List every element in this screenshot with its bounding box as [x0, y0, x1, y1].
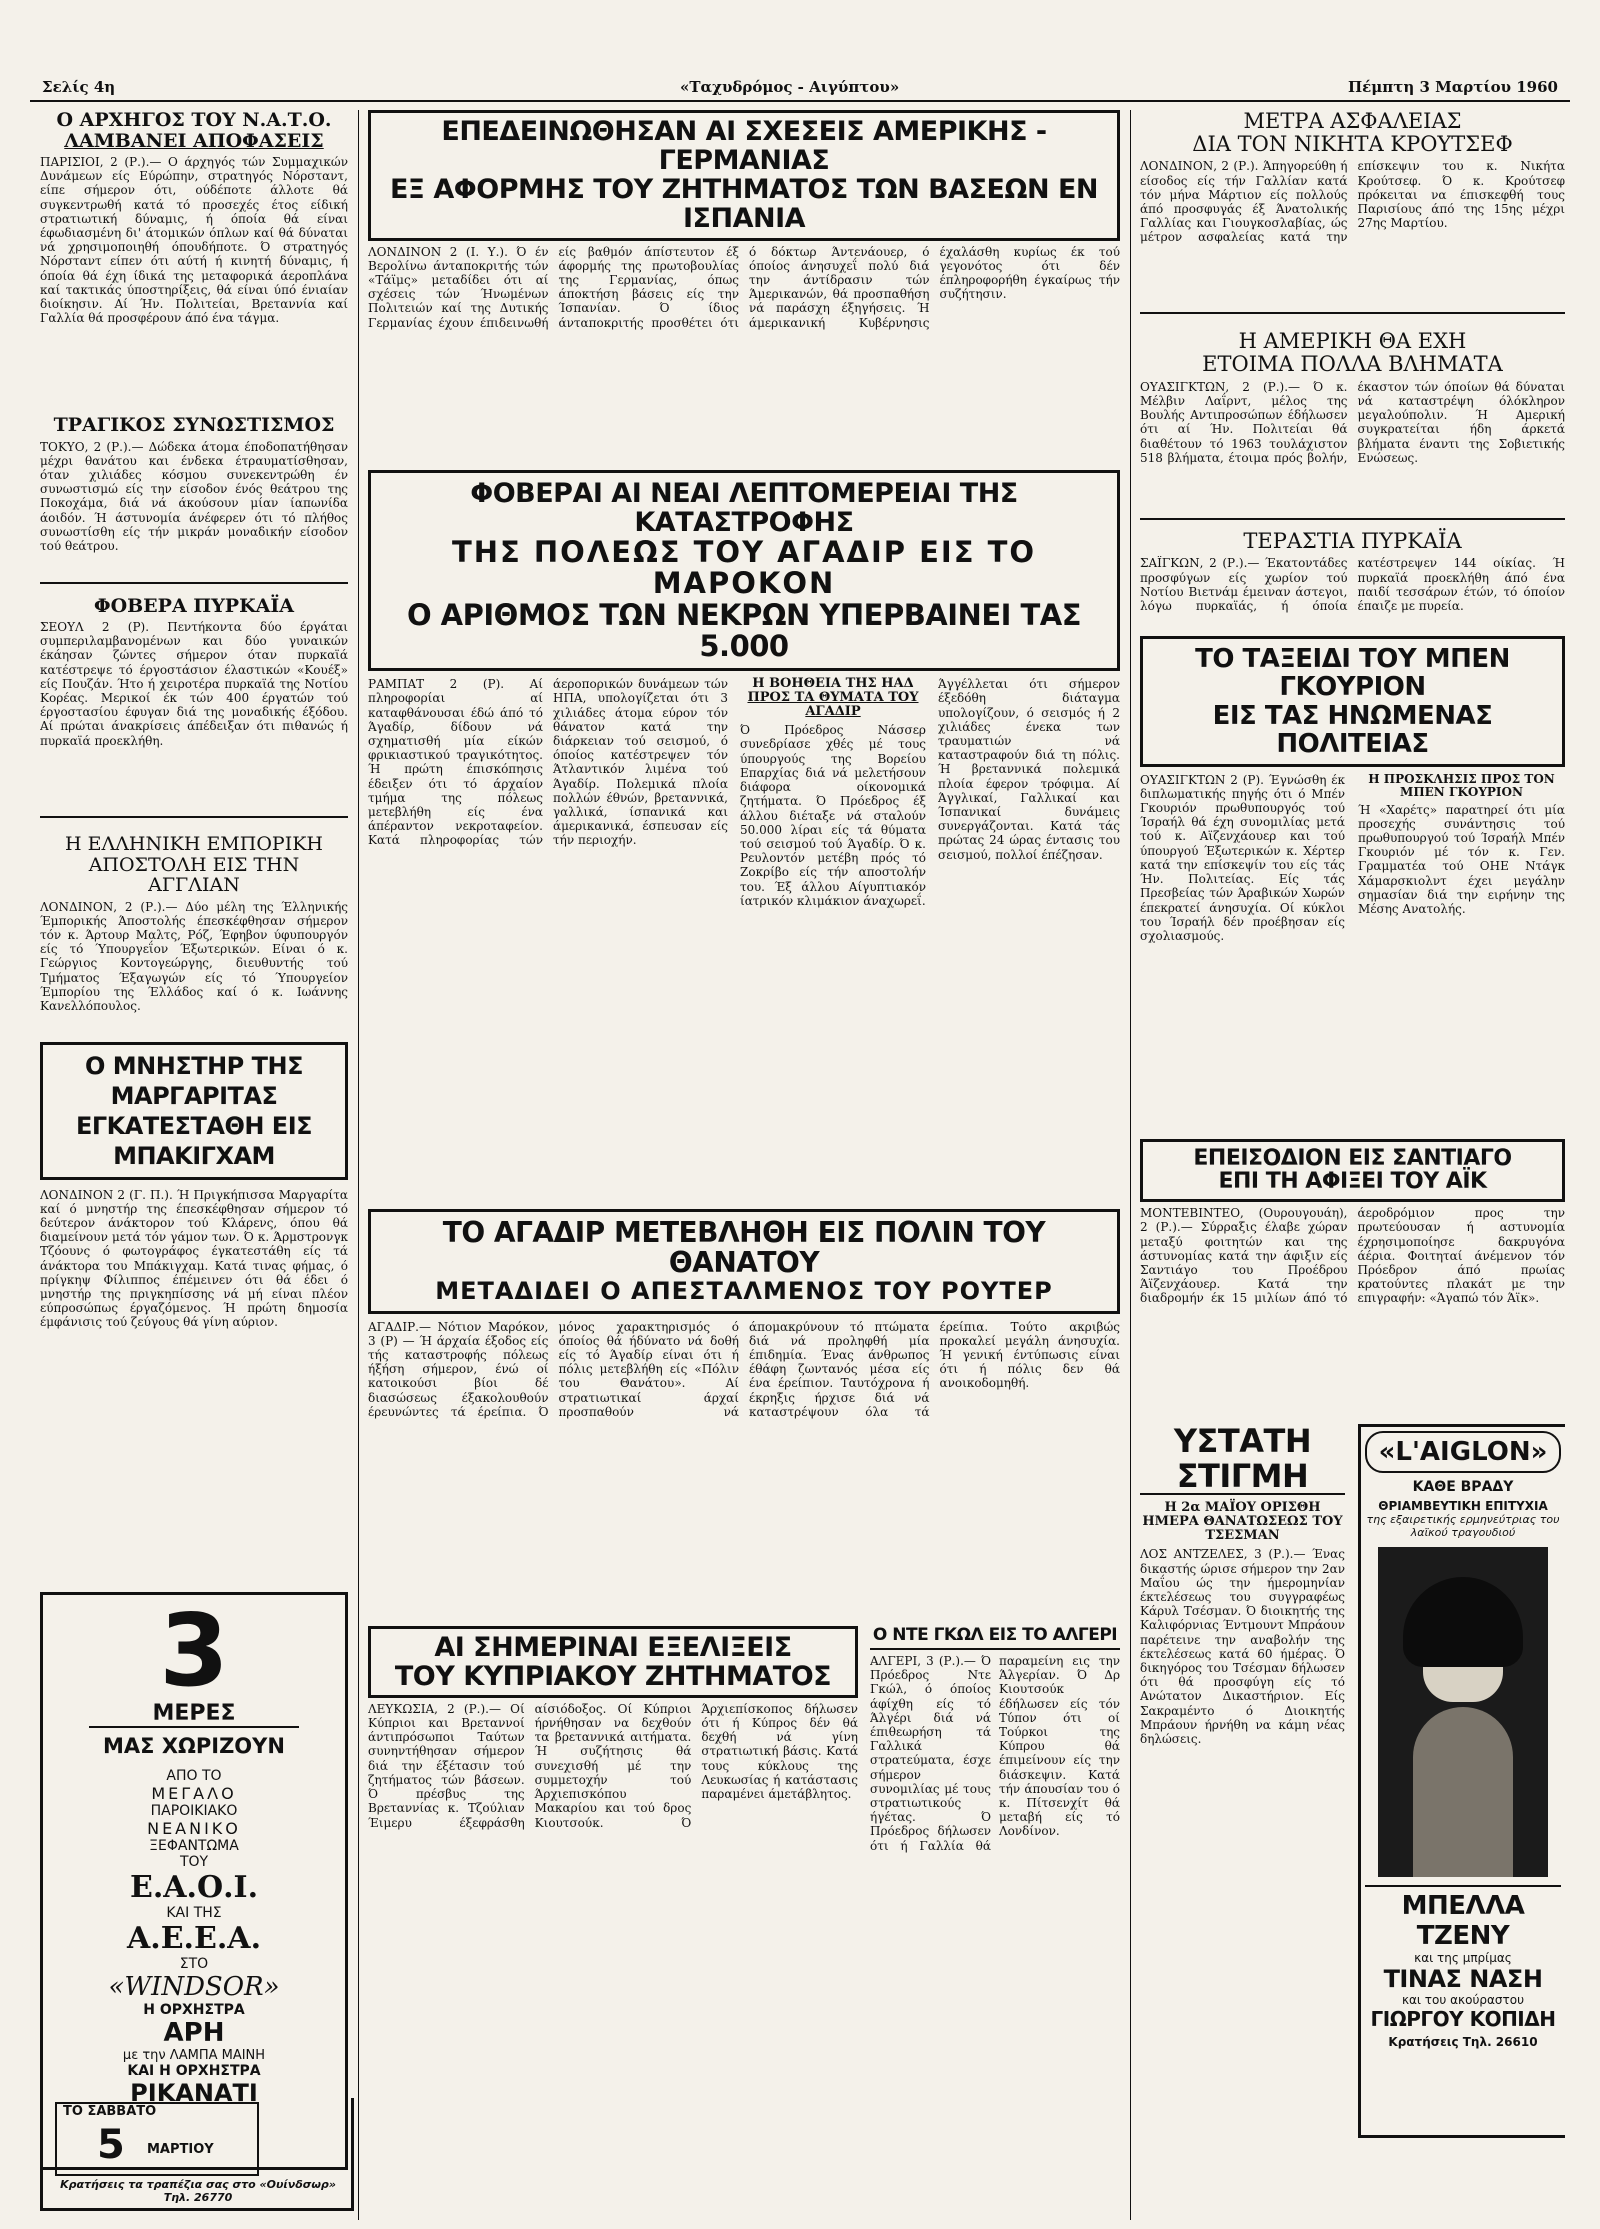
agadir-headline-box: [368, 470, 1120, 672]
aid-article: Ό Πρόεδρος Νάσσερ συνεδρίασε χθές μέ τους ύπουργούς της Βορείου Επαρχίας διά νά μελετήσουν διάφορα οίκονομικά ζητήματα. Ό Πρόεδρος έξ άλλου διέταξε νά σταλούν 50.000 λίραι είς τά θύματα τού σεισμού τού Άγαδίρ. Ό κ. Ρευλοντόν μετέβη πρός τό Ζοκρίβο είς τήν αποστολήν του. Έξ άλλου Αίγυπτιακόν ίατρικόν κλιμάκιον άναχωρεΐ.: [740, 723, 926, 908]
missiles-headline: Η ΑΜΕΡΙΚΗ ΘΑ ΕΧΗ: [1238, 329, 1467, 354]
santiago-article: ΜΟΝΤΕΒΙΝΤΕΟ, (Ουρουγουάη), 2 (Ρ.).— Σύρραξις έλαβε χώραν μεταξύ φοιτητών και της άστυνομίας κατά την άφιξιν είς Σαντιάγο του Προέδρου Άϊζενχάουερ. Κατά την διαδρομήν έκ 15 μιλίων άπό τό άεροδρόμιον προς την πρωτεύουσαν ή αστυνομία έχρησιμοποίησε δακρυγόνα άέρια. Φοιτηταί άνέμενον τόν Πρόεδρον άπό πρωίας κρατούντες πλακάτ με την επιγραφήν: «Άγαπώ τόν Άϊκ».: [1140, 1206, 1565, 1306]
cyprus-headline: ΑΙ ΣΗΜΕΡΙΝΑΙ ΕΞΕΛΙΞΕΙΣ: [434, 1631, 792, 1663]
bengurion-invitation-headline: Η ΠΡΟΣΚΛΗΣΙΣ ΠΡΟΣ ΤΟΝ ΜΠΕΝ ΓΚΟΥΡΙΟΝ: [1368, 771, 1555, 799]
margaret-headline: Ο ΜΝΗΣΤΗΡ ΤΗΣ ΜΑΡΓΑΡΙΤΑΣ ΕΓΚΑΤΕΣΤΑΘΗ ΕΙΣ ΜΠΑΚΙΓΧΑΜ: [75, 1051, 313, 1170]
bengurion-invitation-article: Ή «Χαρέτς» παρατηρεί ότι μία προσεχής συνάντησις τού πρωθυπουργού τού Ίσραήλ Μπέν Γκουριόν μέ τόν κ. Γεν. Γραμματέα τού ΟΗΕ Ντάγκ Χάμαρσκιολντ έχει μεγάλην σημασίαν διά την ειρήνην της Μέσης Ανατολής.: [1358, 802, 1565, 916]
algeria-article: ΑΛΓΕΡΙ, 3 (Ρ.).— Ό Πρόεδρος Ντε Γκώλ, ό όποίος άφίχθη είς τό Άλγέρι διά νά έπιθεωρήση τά Γαλλικά στρατεύματα, έσχε σήμερον συνομιλίας μέ τους στρατιωτικούς ήγέτας. Ό Πρόεδρος δήλωσεν ότι ή Γαλλία θά παραμείνη εις την Άλγερίαν. Ό Δρ Κιουτσούκ έδήλωσεν είς τόν Τύπον ότι οί Τούρκοι της Κύπρου θά έπιμείνουν είς την διάσκεψιν. Κατά τήν άπουσίαν του ό κ. Πίτσενχίτ θά μεταβή είς τό Λονδίνον.: [870, 1653, 1120, 1853]
laiglon-line: και της μπρίμας: [1414, 1951, 1512, 1966]
laiglon-star2: ΤΙΝΑΣ ΝΑΣΗ: [1383, 1965, 1543, 1994]
center-column: [368, 110, 1120, 2220]
ad-line: ΞΕΦΑΝΤΩΜΑ: [149, 1837, 239, 1854]
nato-subheadline: ΛΑΜΒΑΝΕΙ ΑΠΟΦΑΣΕΙΣ: [64, 129, 324, 152]
aid-subheadline: ΠΡΟΣ ΤΑ ΘΥΜΑΤΑ ΤΟΥ ΑΓΑΔΙΡ: [747, 690, 919, 720]
windsor-date-box: [40, 2098, 354, 2211]
laiglon-desc: της εξαιρετικής ερμηνεύτριας του λαϊκού τραγουδιού: [1366, 1513, 1560, 1540]
agadir-deaths-headline: Ο ΑΡΙΘΜΟΣ ΤΩΝ ΝΕΚΡΩΝ ΥΠΕΡΒΑΙΝΕΙ ΤΑΣ 5.000: [406, 597, 1082, 663]
khrushchev-headline: ΜΕΤΡΑ ΑΣΦΑΛΕΙΑΣ: [1243, 110, 1462, 133]
page-number: Σελίς 4η: [42, 78, 116, 96]
santiago-headline: ΕΠΕΙΣΟΔΙΟΝ ΕΙΣ ΣΑΝΤΙΑΓΟ: [1193, 1145, 1512, 1171]
ad-line: Η ΟΡΧΗΣΤΡΑ: [143, 2001, 245, 2018]
bengurion-headline-box: [1140, 636, 1565, 766]
death-city-article: ΑΓΑΔΙΡ.— Νότιον Μαρόκον, 3 (Ρ) — Ή άρχαία έξοδος είς τής καταστροφής πόλεως ήξήση σήμερον, ένώ οί κατοικούσι βίοι δέ διασώσεως έξακολουθούν έρευνώντες τά έρείπια. Ό μόνος χαρακτηρισμός ό όποίος θά ήδύνατο νά δοθή είς τό Άγαδίρ είναι ότι ή πόλις μετεβλήθη είς «Πόλιν του Θανάτου». Αί στρατιωτικαί άρχαί προσπαθούν νά άπομακρύνουν τό πτώματα διά νά προληφθή μία έπιδημία. Ένας άνθρωπος έθάφη ζωντανός μέσα είς ένα έρείπιον. Ταυτόχρονα ή έκρηξις ήρχισε διά νά καταστρέψουν όλα τά έρείπια. Τούτο ακριβώς προκαλεί μεγάλη άνησυχία. Ή γενική έντύπωσις είναι ότι ή πόλις δεν θά ανοικοδομηθή.: [368, 1319, 1120, 1419]
tragic-headline: ΤΡΑΓΙΚΟΣ ΣΥΝΩΣΤΙΣΜΟΣ: [53, 414, 335, 437]
death-city-headline-box: [368, 1209, 1120, 1313]
laiglon-advertisement: [1358, 1424, 1565, 2138]
last-minute-headline: ΥΣΤΑΤΗ ΣΤΙΓΜΗ: [1140, 1424, 1345, 1495]
laiglon-triumph: ΘΡΙΑΜΒΕΥΤΙΚΗ ΕΠΙΤΥΧΙΑ: [1378, 1499, 1548, 1514]
left-column: [40, 110, 348, 2220]
column-divider: [358, 110, 359, 2220]
laiglon-title: «L'AIGLON»: [1365, 1431, 1561, 1473]
ad-line: ΚΑΙ ΤΗΣ: [166, 1904, 222, 1921]
ad-line: ΣΤΟ: [179, 1955, 209, 1972]
singer-photo: [1378, 1547, 1548, 1877]
germany-subheadline: ΕΞ ΑΦΟΡΜΗΣ ΤΟΥ ΖΗΤΗΜΑΤΟΣ ΤΩΝ ΒΑΣΕΩΝ ΕΝ ΙΣΠΑΝΙΑ: [389, 174, 1098, 235]
laiglon-star3: ΓΙΩΡΓΟΥ ΚΟΠΙΔΗ: [1370, 2007, 1556, 2032]
saigon-fire-headline: ΤΕΡΑΣΤΙΑ ΠΥΡΚΑΪΑ: [1243, 528, 1462, 553]
newspaper-name: «Ταχυδρόμος - Αιγύπτου»: [680, 78, 900, 96]
column-divider: [1130, 110, 1131, 2220]
ad-number: 3: [159, 1591, 229, 1709]
santiago-headline-box: [1140, 1139, 1565, 1203]
bengurion-article: ΟΥΑΣΙΓΚΤΩΝ 2 (Ρ). Έγνώσθη έκ διπλωματικής πηγής ότι ό Μπέν Γκουριόν πρωθυπουργός τού Ίσραήλ θά έχη συνομιλίας μετά τού κ. Αϊζενχάουερ και τού ύπουργού Έξωτερικών κ. Χέρτερ κατά την επίσκεψίν του είς τάς Ήν. Πολιτείας. Είς τάς Πρεσβείας τών Άραβικών Χωρών έπεκρατεί άνησυχία. Οί κύκλοι του Ίσραήλ δέν προέβησαν είς σχολιασμούς.: [1140, 772, 1345, 943]
ad-line: ΤΟΥ: [179, 1853, 209, 1870]
ad-reservations: Κρατήσεις τα τραπέζια σας στο «Ουίνδσωρ» Τηλ. 26770: [60, 2178, 336, 2204]
right-column: [1140, 110, 1565, 2220]
santiago-subheadline: ΕΠΙ ΤΗ ΑΦΙΞΕΙ ΤΟΥ ΑΪΚ: [1218, 1169, 1487, 1195]
agadir-article-cont: Άγγέλλεται ότι σήμερον έξεδόθη διάταγμα υπολογίζουν, ό σεισμός ή 2 χιλιάδες ένεκα των τραυματιών νά καταστραφούν διά τη πόλις. Ή βρεταννικά πολεμικά πλοία έφερον τρόφιμα. Αί Άγγλικαί, Γαλλικαί και Ίσπανικαί δυνάμεις συνεργάζονται. Κατά τάς πρώτας 24 ώρας έντασις του σεισμού, πολλοί έπέζησαν.: [938, 677, 1120, 862]
ad-line: ΜΕΓΑΛΟ: [151, 1783, 237, 1803]
tragic-article: ΤΟΚΥΟ, 2 (Ρ.).— Δώδεκα άτομα έποδοπατήθησαν μέχρι θανάτου και ένδεκα έτραυματίσθησαν, όταν χιλιάδες κόσμου συνεκεντρώθη έν συνωστισμώ είς την είσοδον ένός θεάτρου της Ποκοχάμα, διά νά άκούσουν μίαν ίαπωνίδα άοιδόν. Ή άστυνομία άνέφερεν ότι τό πλήθος συνωστίσθη είς τήν μικράν μοναδικήν είσοδον τού θεάτρου.: [40, 439, 348, 553]
chessman-article: ΛΟΣ ΑΝΤΖΕΛΕΣ, 3 (Ρ.).— Ένας δικαστής ώρισε σήμερον την 2αν Μαΐου ώς την ήμερομηνίαν έκτελέσεως του συγγραφέως Κάρυλ Τσέσμαν. Ό διοικητής της Καλιφόρνιας Έντμουντ Μπράουν παρέτεινε την αναβολήν της έκτελέσεως κατά 60 ήμέρας. Ό δικηγόρος του Τσέσμαν δήλωσεν ότι θά προσφύγη είς τό Ανώτατον Δικαστήριον. Είς Σακραμέντο ό Διοικητής Μπράουν ήρνήθη να κάμη νέας δηλώσεις.: [1140, 1547, 1345, 1746]
chessman-headline: Η 2α ΜΑΪΟΥ ΟΡΙΣΘΗ ΗΜΕΡΑ ΘΑΝΑΤΩΣΕΩΣ ΤΟΥ ΤΣΕΣΜΑΝ: [1142, 1500, 1343, 1544]
germany-headline-box: [368, 110, 1120, 241]
fire-headline: ΦΟΒΕΡΑ ΠΥΡΚΑΪΑ: [94, 594, 294, 617]
missiles-subheadline: ΕΤΟΙΜΑ ΠΟΛΛΑ ΒΛΗΜΑΤΑ: [1202, 352, 1503, 377]
ad-band: ΡΙΚΑΝΑΤΙ: [130, 2078, 258, 2107]
ad-line: με την ΛΑΜΠΑ ΜΑΙΝΗ: [122, 2047, 266, 2063]
ad-day: 5: [97, 2122, 125, 2168]
bengurion-headline: ΤΟ ΤΑΞΕΙΔΙ ΤΟΥ ΜΠΕΝ ΓΚΟΥΡΙΟΝ: [1195, 644, 1510, 703]
ad-line: ΚΑΙ Η ΟΡΧΗΣΤΡΑ: [127, 2062, 261, 2079]
greek-mission-headline: Η ΕΛΛΗΝΙΚΗ ΕΜΠΟΡΙΚΗ ΑΠΟΣΤΟΛΗ ΕΙΣ ΤΗΝ ΑΓΓΛΙΑΝ: [65, 833, 323, 897]
greek-mission-article: ΛΟΝΔΙΝΟΝ, 2 (Ρ.).— Δύο μέλη της Έλληνικής Έμπορικής Άποστολής έπεσκέφθησαν σήμερον τόν κ. Άρτουρ Μαλτς, Ρόζ, Έφηβον ύφυπουργόν είς τό Ύπουργεΐον Έξωτερικών. Είναι ό κ. Γεώργιος Κοντογεώργης, διευθυντής τού Τμήματος Έξαγωγών είς τό Ύπουργείον Έμπορίου της Έλλάδος καί ό κ. Ιωάννης Κανελλόπουλος.: [40, 899, 348, 1014]
aid-headline: Η ΒΟΗΘΕΙΑ ΤΗΣ ΗΑΔ: [752, 676, 914, 692]
ad-line: ΑΠΟ ΤΟ: [166, 1767, 222, 1784]
margaret-headline-box: [40, 1042, 348, 1180]
laiglon-nightly: ΚΑΘΕ ΒΡΑΔΥ: [1412, 1479, 1514, 1496]
cyprus-subheadline: ΤΟΥ ΚΥΠΡΙΑΚΟΥ ΖΗΤΗΜΑΤΟΣ: [394, 1660, 832, 1692]
death-city-headline: ΤΟ ΑΓΑΔΙΡ ΜΕΤΕΒΛΗΘΗ ΕΙΣ ΠΟΛΙΝ ΤΟΥ ΘΑΝΑΤΟΥ: [442, 1216, 1046, 1280]
margaret-article: ΛΟΝΔΙΝΟΝ 2 (Γ. Π.). Ή Πριγκήπισσα Μαργαρίτα καί ό μνηστήρ της έπεσκέφθησαν σήμερον τό δεύτερον άνάκτορον τού Κλάρενς, όπου θά διαμείνουν μετά τόν γάμον των. Ό κ. Άρμστρονγκ Τζόουνς ό φωτογράφος έγκατεστάθη είς τά άνάκτορα του Μπάκιγχαμ. Κατά τινας φήμας, ό πρίγκηψ Φίλιππος έπέμεινεν ότι θά έδει ό μνηστήρ της πριγκηπίσσης νά μή είναι πλέον εύπροσώπως έργαζόμενος. Ή πρώτη δημοσία έμφάνισις τού ζεύγους θά γίνη αύριον.: [40, 1187, 348, 1330]
saigon-fire-article: ΣΑΪΓΚΩΝ, 2 (Ρ.).— Έκατοντάδες προσφύγων είς χωρίον τού Νοτίου Βιετνάμ έμειναν άστεγοι, λόγω πυρκαϊάς, ή όποία κατέστρεψεν 144 οίκίας. Ή πυρκαϊά προεκλήθη άπό ένα παιδί τεσσάρων έτών, τό όποίον έπαιζε με πυρεία.: [1140, 556, 1565, 613]
agadir-subheadline: ΤΗΣ ΠΟΛΕΩΣ ΤΟΥ ΑΓΑΔΙΡ ΕΙΣ ΤΟ ΜΑΡΟΚΟΝ: [451, 534, 1037, 601]
ad-countdown: ΜΑΣ ΧΩΡΙΖΟΥΝ: [103, 1733, 285, 1758]
death-city-subheadline: ΜΕΤΑΔΙΔΕΙ Ο ΑΠΕΣΤΑΛΜΕΝΟΣ ΤΟΥ ΡΟΥΤΕΡ: [435, 1276, 1053, 1305]
laiglon-star: ΜΠΕΛΛΑ ΤΖΕΝΥ: [1365, 1885, 1561, 1951]
germany-article: ΛΟΝΔΙΝΟΝ 2 (Ι. Υ.). Ό έν Βερολίνω άνταποκριτής τών «Τάϊμς» μεταδίδει ότι αί σχέσεις τών Ήνωμένων Πολιτειών καί της Δυτικής Γερμανίας έχουν έπιδεινωθή είς βαθμόν άπίστευτον έξ άφορμής της πρωτοβουλίας της Γερμανίας, όπως άποκτήση βάσεις είς την Ίσπανίαν. Ό ίδιος άνταποκριτής προσθέτει ότι ό δόκτωρ Άντενάουερ, ό όποίος άνησυχεΐ πολύ διά την άντίδρασιν τών Άμερικανών, θά προσπαθήση νά παράσχη έξηγήσεις. Ή άμερικανική Κυβέρνησις έχαλάσθη κυρίως έκ τού γεγονότος ότι δέν έπληροφορήθη έγκαίρως τήν συζήτησιν.: [368, 244, 1120, 330]
laiglon-line: και του ακούραστου: [1401, 1993, 1525, 2008]
ad-month: ΜΑΡΤΙΟΥ: [147, 2142, 214, 2157]
agadir-article: ΡΑΜΠΑΤ 2 (Ρ). Αί πληροφορίαι αί καταφθάνουσαι έδώ άπό τό Άγαδίρ, δίδουν νά σχηματισθή μία είκών φρικιαστικού τραγικότητος. Ή πρώτη έπισκόπησις έδειξεν ότι τό άρχαίον τμήμα της πόλεως μετεβλήθη είς ένα άπέραντον νεκροταφείον. Κατά πληροφορίας τών άεροπορικών δυνάμεων τών ΗΠΑ, υπολογίζεται ότι 3 χιλιάδες άτομα εύρον τόν θάνατον κατά την διάρκειαν τού σεισμού, ό όποίος κατέστρεψεν τόν Άτλαντικόν λιμένα τού Άγαδίρ. Πολεμικά πλοία πολλών έθνών, βρεταννικά, γαλλικά, ίσπανικά και άμερικανικά, έσπευσαν είς τήν περιοχήν.: [368, 677, 728, 848]
cyprus-headline-box: [368, 1626, 858, 1698]
laiglon-reservations: Κρατήσεις Τηλ. 26610: [1388, 2035, 1538, 2050]
bengurion-subheadline: ΕΙΣ ΤΑΣ ΗΝΩΜΕΝΑΣ ΠΟΛΙΤΕΙΑΣ: [1212, 700, 1493, 759]
ad-venue: «WINDSOR»: [108, 1971, 280, 2002]
ad-line: ΠΑΡΟΙΚΙΑΚΟ: [150, 1802, 238, 1819]
windsor-advertisement: [40, 1592, 348, 2170]
ad-org: Α.Ε.Ε.Α.: [126, 1920, 262, 1956]
masthead: [30, 78, 1570, 102]
ad-line: ΝΕΑΝΙΚΟ: [147, 1818, 241, 1838]
issue-date: Πέμπτη 3 Μαρτίου 1960: [1348, 78, 1558, 96]
khrushchev-subheadline: ΔΙΑ ΤΟΝ ΝΙΚΗΤΑ ΚΡΟΥΤΣΕΦ: [1192, 131, 1513, 156]
cyprus-article: ΛΕΥΚΩΣΙΑ, 2 (Ρ.).— Οί Κύπριοι και Βρεταννοί άντιπρόσωποι Ταύτων συνηντήθησαν σήμερον διά την έξέτασιν τού ζητήματος τών βάσεων. Ό πρέσβυς της Βρεταννίας κ. Τζούλιαν Έιμερυ έξεφράσθη αίσιόδοξος. Οί Κύπριοι ήρνήθησαν να δεχθούν τα βρεταννικά αιτήματα. Ή συζήτησις θά συνεχισθή μέ την συμμετοχήν τού Άρχιεπισκόπου Μακαρίου και τού δρος Κιουτσούκ. Ό Άρχιεπίσκοπος δήλωσεν ότι ή Κύπρος δέν θά δεχθή νά γίνη στρατιωτική βάσις. Κατά τους κύκλους της Λευκωσίας ή κατάστασις παραμένει άμετάβλητος.: [368, 1701, 858, 1830]
agadir-headline: ΦΟΒΕΡΑΙ ΑΙ ΝΕΑΙ ΛΕΠΤΟΜΕΡΕΙΑΙ ΤΗΣ ΚΑΤΑΣΤΡΟΦΗΣ: [470, 477, 1018, 538]
ad-days: ΜΕΡΕΣ: [89, 1701, 299, 1728]
nato-article: ΠΑΡΙΣΙΟΙ, 2 (Ρ.).— Ο άρχηγός τών Συμμαχικών Δυνάμεων είς Εύρώπην, στρατηγός Νόρσταντ, είπε σήμερον ότι, ούδέποτε άλλοτε θά συγκεντρωθή κατά τό προσεχές έτος είδική στρατιωτική δύναμις, ή όποία θά είναι έφωδιασμένη δι' άτομικών όπλων καί θά δύναται νά χρησιμοποιηθή όπουδήποτε. Ό στρατηγός Νόρσταντ είπεν ότι αύτή ή κινητή δύναμις, ή όποία θά έχη ίδικά της μεταφορικά άεροπλάνα καί τακτικάς ύποστηρίξεις, θά είναι ύπό ένιαίαν διοίκησιν. Αί Ήν. Πολιτείαι, Βρεταννία καί Γαλλία θά προσφέρουν άπό ένα τάγμα.: [40, 155, 348, 326]
ad-singer: ΑΡΗ: [163, 2017, 225, 2048]
fire-article: ΣΕΟΥΛ 2 (Ρ). Πεντήκοντα δύο έργάται συμπεριλαμβανομένων και δύο γυναικών έκάησαν ζώντες σήμερον όταν πυρκαϊά κατέστρεψε τό έργοστάσιον έλαστικών «Κουέξ» είς Πουζάν. Ήτο ή χειροτέρα πυρκαϊά της Νοτίου Κορέας. Μερικοί έκ τών 400 έργατών τού έργοστασίου έφυγαν διά της μοναδικής έξόδου. Αί πρώται άνακρίσεις άπέδειξαν ότι πιθανώς ή πυρκαϊά προεκλήθη.: [40, 620, 348, 748]
germany-headline: ΕΠΕΔΕΙΝΩΘΗΣΑΝ ΑΙ ΣΧΕΣΕΙΣ ΑΜΕΡΙΚΗΣ - ΓΕΡΜΑΝΙΑΣ: [441, 116, 1047, 177]
nato-headline: Ο ΑΡΧΗΓΟΣ ΤΟΥ Ν.Α.Τ.Ο.: [56, 110, 332, 131]
ad-org: Ε.Α.Ο.Ι.: [129, 1869, 259, 1905]
khrushchev-article: ΛΟΝΔΙΝΟΝ, 2 (Ρ.). Άπηγορεύθη ή είσοδος είς τήν Γαλλίαν κατά τόν μήνα Μάρτιον είς πολλούς άπό προσφυγάς έξ Άνατολικής Γαλλίας και Γιουγκοσλαβίας, ώς μέτρον ασφαλείας κατά την επίσκεψιν του κ. Νικήτα Κρούτσεφ. Ό κ. Κρούτσεφ πρόκειται να έπισκεφθή τους Παρισίους άπό της 15ης μέχρι 27ης Μαρτίου.: [1140, 159, 1565, 245]
missiles-article: ΟΥΑΣΙΓΚΤΩΝ, 2 (Ρ.).— Ό κ. Μέλβιν Λαΐρντ, μέλος της Βουλής Αντιπροσώπων έδήλωσεν ότι αί Ήν. Πολιτείαι θά διαθέτουν τό 1963 τουλάχιστον 518 βλήματα, έτοιμα πρός βολήν, έκαστον τών όποίων θά δύναται νά καταστρέψη όλόκληρον μεγαλούπολιν. Ή Αμερική συγκρατείται ήδη άρκετά βλήματα έναντι της Σοβιετικής Ενώσεως.: [1140, 379, 1565, 465]
ad-saturday: ΤΟ ΣΑΒΒΑΤΟ: [63, 2104, 157, 2119]
algeria-headline: Ο ΝΤΕ ΓΚΩΛ ΕΙΣ ΤΟ ΑΛΓΕΡΙ: [870, 1626, 1120, 1650]
